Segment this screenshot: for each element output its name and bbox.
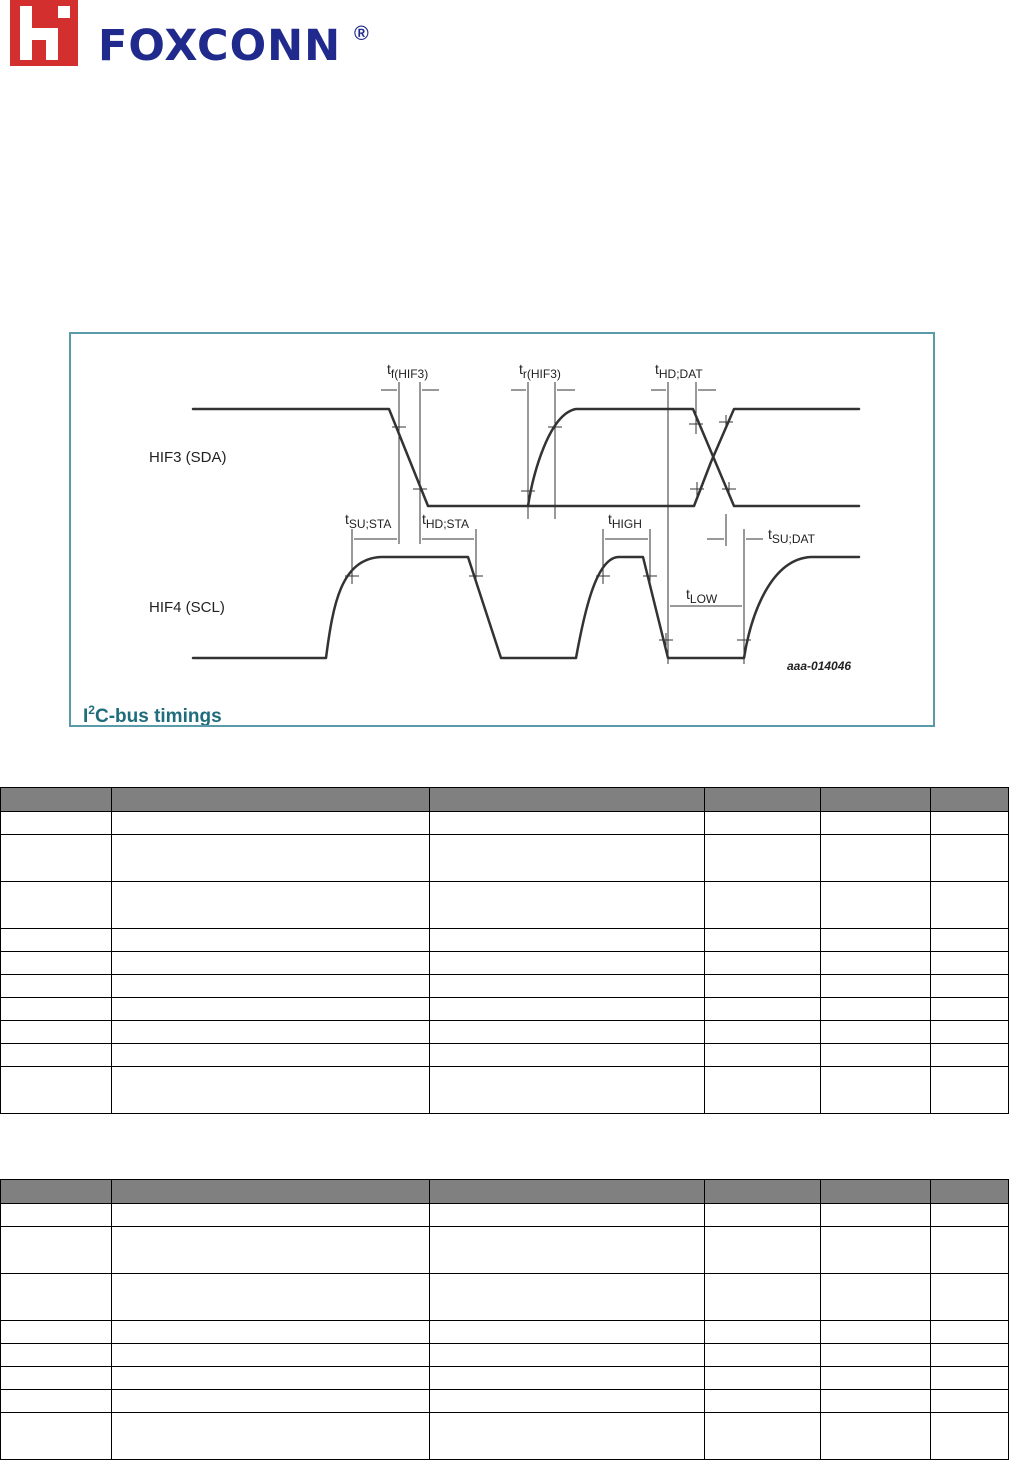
table-cell	[1, 812, 112, 835]
table-cell	[112, 1204, 430, 1227]
table-cell	[931, 929, 1009, 952]
table-cell	[821, 1413, 931, 1460]
table-cell	[1, 952, 112, 975]
table-2-body	[1, 1204, 1009, 1460]
table-cell	[705, 1413, 821, 1460]
table-cell	[112, 952, 430, 975]
timing-diagram	[71, 334, 933, 725]
table-cell	[112, 929, 430, 952]
table-cell	[705, 1344, 821, 1367]
foxconn-logo	[10, 0, 369, 71]
table-cell	[430, 1227, 705, 1274]
table-cell	[821, 882, 931, 929]
table-cell	[821, 1390, 931, 1413]
table-row	[1, 975, 1009, 998]
table-cell	[430, 1321, 705, 1344]
table-row	[1, 1413, 1009, 1460]
table-cell	[112, 1321, 430, 1344]
table-cell	[1, 1390, 112, 1413]
table-cell	[705, 1227, 821, 1274]
table-cell	[112, 812, 430, 835]
table-cell	[430, 882, 705, 929]
table-cell	[430, 1044, 705, 1067]
table-cell	[821, 1227, 931, 1274]
table-cell	[931, 952, 1009, 975]
table-cell	[430, 975, 705, 998]
table-cell	[931, 1204, 1009, 1227]
table-row	[1, 929, 1009, 952]
table-cell	[821, 1204, 931, 1227]
table-cell	[931, 1044, 1009, 1067]
table-cell	[1, 1227, 112, 1274]
table-row	[1, 952, 1009, 975]
table-header-row	[1, 788, 1009, 812]
table-row	[1, 812, 1009, 835]
table-cell	[1, 975, 112, 998]
table-cell	[1, 1044, 112, 1067]
table-cell	[705, 882, 821, 929]
table-header-row	[1, 1180, 1009, 1204]
table-cell	[430, 1390, 705, 1413]
figure-id: aaa-014046	[787, 659, 852, 673]
table-cell	[112, 1367, 430, 1390]
table-row	[1, 1344, 1009, 1367]
table-cell	[112, 835, 430, 882]
table-cell	[821, 1321, 931, 1344]
table-cell	[931, 1067, 1009, 1114]
table-cell	[430, 952, 705, 975]
table-cell	[430, 812, 705, 835]
table-cell	[931, 998, 1009, 1021]
scl-signal-label: HIF4 (SCL)	[149, 599, 225, 616]
timing-label-tsusta: tSU;STA	[345, 511, 392, 531]
table-cell	[821, 1344, 931, 1367]
table-cell	[430, 929, 705, 952]
table-cell	[705, 975, 821, 998]
header-cell	[931, 1180, 1009, 1204]
header-cell	[112, 788, 430, 812]
table-cell	[112, 882, 430, 929]
table-cell	[931, 882, 1009, 929]
table-cell	[705, 835, 821, 882]
header-cell	[112, 1180, 430, 1204]
table-cell	[705, 1274, 821, 1321]
table-cell	[1, 1344, 112, 1367]
foxconn-mark-icon	[10, 0, 78, 66]
table-cell	[112, 1044, 430, 1067]
table-cell	[112, 998, 430, 1021]
table-cell	[1, 1321, 112, 1344]
table-cell	[821, 929, 931, 952]
sda-signal-label: HIF3 (SDA)	[149, 449, 227, 466]
table-cell	[931, 1321, 1009, 1344]
table-cell	[821, 998, 931, 1021]
table-cell	[821, 952, 931, 975]
header-cell	[1, 788, 112, 812]
table-cell	[430, 1367, 705, 1390]
table-cell	[931, 1274, 1009, 1321]
table-cell	[1, 998, 112, 1021]
table-cell	[705, 1044, 821, 1067]
table-cell	[112, 1390, 430, 1413]
table-cell	[705, 1067, 821, 1114]
figure-caption: $I^2C$-bus timings	[83, 703, 222, 725]
table-cell	[430, 998, 705, 1021]
table-row	[1, 1274, 1009, 1321]
table-cell	[430, 1067, 705, 1114]
table-cell	[821, 812, 931, 835]
table-cell	[705, 1321, 821, 1344]
table-cell	[1, 1274, 112, 1321]
table-cell	[705, 812, 821, 835]
table-cell	[931, 835, 1009, 882]
table-cell	[821, 1021, 931, 1044]
table-cell	[1, 1204, 112, 1227]
header-cell	[430, 1180, 705, 1204]
table-cell	[112, 1067, 430, 1114]
timing-label-tf: tf(HIF3)	[387, 361, 429, 381]
table-cell	[931, 1227, 1009, 1274]
table-cell	[931, 1413, 1009, 1460]
timing-label-thddat: tHD;DAT	[655, 361, 703, 381]
table-row	[1, 998, 1009, 1021]
table-cell	[705, 1390, 821, 1413]
registered-mark: ®	[354, 23, 369, 45]
table-cell	[1, 1021, 112, 1044]
scl-waveform	[193, 557, 859, 658]
table-cell	[705, 1204, 821, 1227]
table-cell	[821, 975, 931, 998]
timing-label-thdsta: tHD;STA	[422, 511, 470, 531]
table-row	[1, 1321, 1009, 1344]
header-cell	[705, 1180, 821, 1204]
table-cell	[112, 1413, 430, 1460]
table-row	[1, 1067, 1009, 1114]
table-row	[1, 882, 1009, 929]
foxconn-wordmark	[98, 21, 369, 71]
table-cell	[1, 929, 112, 952]
spec-table-2	[0, 1179, 1009, 1460]
table-cell	[931, 812, 1009, 835]
table-row	[1, 1390, 1009, 1413]
timing-label-tsudat: tSU;DAT	[768, 526, 816, 546]
table-cell	[705, 1367, 821, 1390]
i2c-timing-figure	[69, 332, 935, 727]
table-cell	[705, 1021, 821, 1044]
table-cell	[430, 835, 705, 882]
table-cell	[430, 1021, 705, 1044]
header-cell	[821, 1180, 931, 1204]
header-cell	[1, 1180, 112, 1204]
table-cell	[430, 1344, 705, 1367]
timing-label-tr: tr(HIF3)	[519, 361, 561, 381]
table-row	[1, 1021, 1009, 1044]
logo-text: FOXCONN	[98, 21, 342, 71]
table-cell	[821, 1067, 931, 1114]
table-cell	[931, 1367, 1009, 1390]
table-cell	[931, 1344, 1009, 1367]
table-cell	[112, 1344, 430, 1367]
table-cell	[112, 1227, 430, 1274]
table-cell	[430, 1274, 705, 1321]
table-row	[1, 1227, 1009, 1274]
table-cell	[112, 1021, 430, 1044]
table-cell	[112, 975, 430, 998]
timing-label-tlow: tLOW	[686, 586, 718, 606]
table-cell	[821, 1044, 931, 1067]
header-cell	[705, 788, 821, 812]
table-cell	[112, 1274, 430, 1321]
header-cell	[931, 788, 1009, 812]
table-cell	[705, 929, 821, 952]
table-cell	[1, 1367, 112, 1390]
spec-table-1	[0, 787, 1009, 1114]
table-row	[1, 1204, 1009, 1227]
table-cell	[430, 1413, 705, 1460]
table-cell	[931, 1021, 1009, 1044]
table-cell	[1, 1413, 112, 1460]
table-cell	[705, 998, 821, 1021]
table-cell	[931, 1390, 1009, 1413]
table-cell	[931, 975, 1009, 998]
table-row	[1, 1044, 1009, 1067]
table-cell	[821, 835, 931, 882]
table-cell	[430, 1204, 705, 1227]
table-1-body	[1, 812, 1009, 1114]
table-cell	[821, 1367, 931, 1390]
table-row	[1, 835, 1009, 882]
table-cell	[1, 882, 112, 929]
table-row	[1, 1367, 1009, 1390]
timing-label-thigh: tHIGH	[608, 511, 642, 531]
table-cell	[821, 1274, 931, 1321]
header-cell	[821, 788, 931, 812]
table-cell	[1, 1067, 112, 1114]
table-cell	[705, 952, 821, 975]
table-cell	[1, 835, 112, 882]
header-cell	[430, 788, 705, 812]
